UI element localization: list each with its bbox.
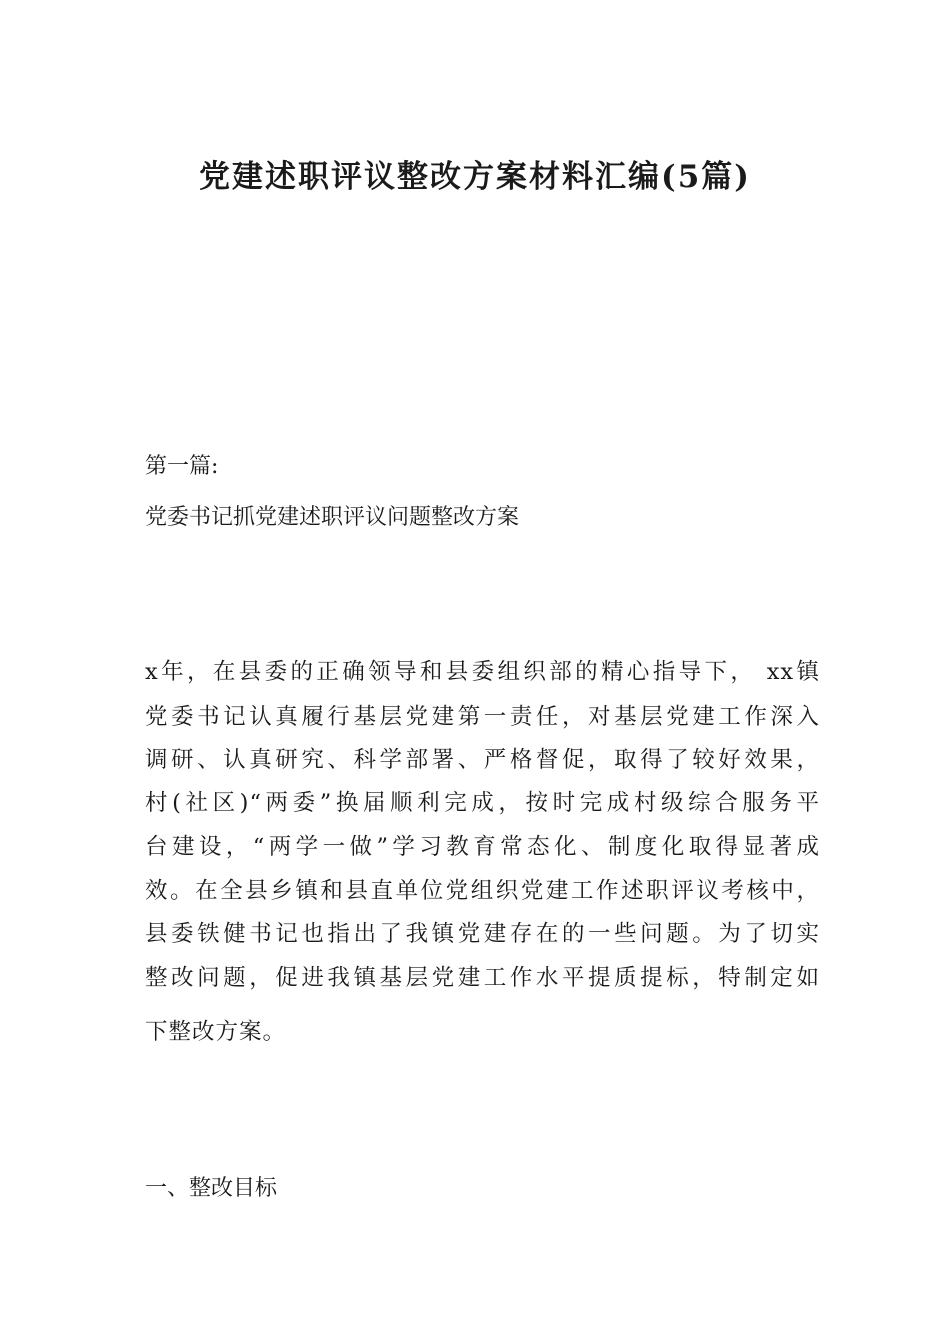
paragraph-line: 台建设，“两学一做”学习教育常态化、制度化取得显著成 [145, 834, 820, 860]
paragraph-line: 下整改方案。 [145, 1019, 287, 1045]
paragraph-line: 调研、认真研究、科学部署、严格督促，取得了较好效果， [145, 747, 820, 773]
paragraph-line: 村(社区)“两委”换届顺利完成，按时完成村级综合服务平 [145, 790, 820, 816]
paragraph-line: 县委铁健书记也指出了我镇党建存在的一些问题。为了切实 [145, 921, 820, 947]
part-title: 党委书记抓党建述职评议问题整改方案 [145, 505, 520, 530]
document-title: 党建述职评议整改方案材料汇编(5篇) [199, 159, 751, 195]
paragraph-line: 党委书记认真履行基层党建第一责任，对基层党建工作深入 [145, 704, 820, 730]
paragraph-line: x年，在县委的正确领导和县委组织部的精心指导下， xx镇 [145, 659, 820, 685]
section-heading: 一、整改目标 [145, 1176, 278, 1201]
paragraph-line: 效。在全县乡镇和县直单位党组织党建工作述职评议考核中， [145, 878, 820, 904]
part-label: 第一篇: [145, 454, 219, 479]
paragraph-line: 整改问题，促进我镇基层党建工作水平提质提标，特制定如 [145, 965, 820, 991]
